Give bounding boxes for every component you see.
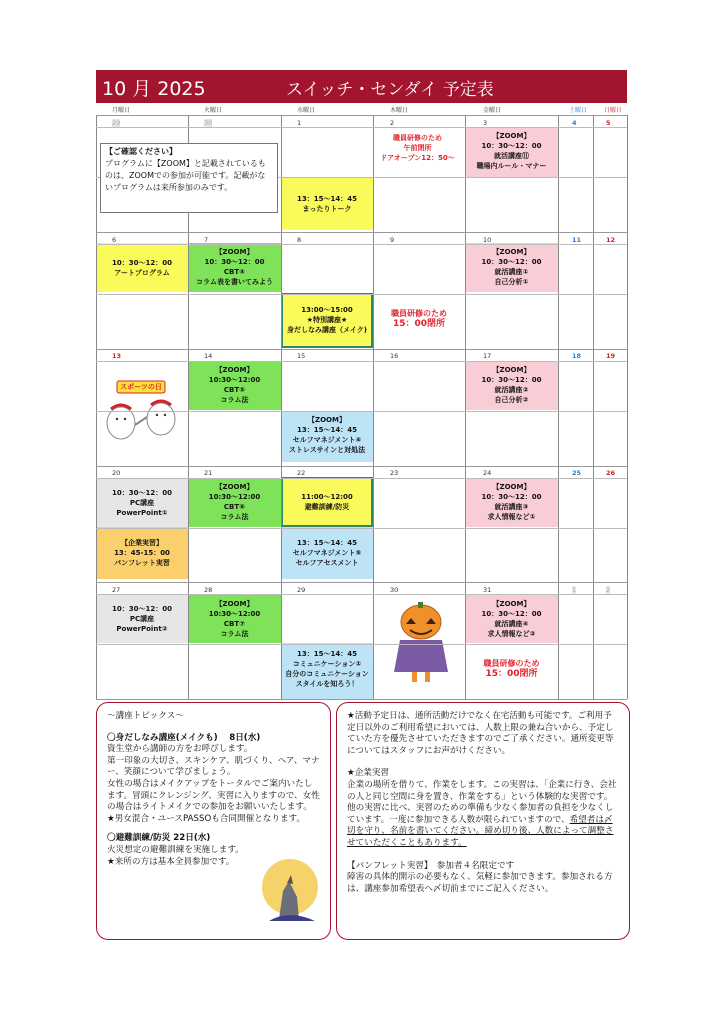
day-number: 19 <box>606 352 616 360</box>
event-text: 10:30～12:00 <box>208 376 261 384</box>
event-text: 13：15～14：45 <box>297 650 357 658</box>
event-text: コミュニケーション① <box>292 660 362 668</box>
event-w1-wed-pm <box>281 177 373 230</box>
grid-hline <box>96 594 627 595</box>
page-title: スイッチ・センダイ 予定表 <box>286 80 494 100</box>
day-number: 29 <box>297 586 306 594</box>
day-number: 8 <box>297 236 302 244</box>
event-text: 【ZOOM】 <box>308 416 346 424</box>
day-number: 24 <box>483 469 492 477</box>
day-number: 25 <box>572 469 582 477</box>
event-text: 自己分析① <box>494 278 529 286</box>
event-text: 就活講座③ <box>494 503 529 511</box>
holiday-label: スポーツの日 <box>120 383 162 391</box>
event-text: 13：45-15：00 <box>114 549 170 557</box>
event-w4-mon-pm <box>96 527 188 579</box>
weekday-thu: 木曜日 <box>390 107 409 114</box>
day-number: 5 <box>606 119 611 127</box>
day-number: 11 <box>572 236 582 244</box>
event-text: コラム法 <box>220 396 249 404</box>
grid-vline <box>373 115 374 699</box>
event-w1-thu <box>371 127 464 177</box>
notice-box <box>100 143 278 213</box>
event-text: 職員研修のため <box>393 134 442 142</box>
howling-wolf-moon-icon <box>259 857 321 923</box>
weekday-tue: 火曜日 <box>204 107 223 114</box>
grid-hline <box>96 115 627 116</box>
event-text: コラム表を書いてみよう <box>196 278 273 286</box>
event-text: 就活講座② <box>494 386 529 394</box>
event-text: 15：00閉所 <box>485 669 538 679</box>
event-w2-fri <box>465 243 558 292</box>
day-number: 20 <box>112 469 121 477</box>
day-number: 2 <box>390 119 395 127</box>
note-activity: ★活動予定日は、通所活動だけでなく在宅活動も可能です。ご利用予定日以外のご利用希望においては、人数上限の兼ね合いから、予定していた方を優先させていただきますのでご了承ください。通所変更等についてはスタッフにお声がけください。 <box>347 711 614 756</box>
event-text: 職員研修のため <box>483 659 540 668</box>
event-text: 避難訓練/防災 <box>304 503 350 511</box>
day-number: 21 <box>204 469 213 477</box>
event-text: 10:30～12:00 <box>208 610 261 618</box>
event-text: 求人情報など① <box>487 513 536 521</box>
event-text: 13：15～14：45 <box>297 426 357 434</box>
event-text: 10：30～12：00 <box>112 605 172 613</box>
day-number: 28 <box>204 586 213 594</box>
event-text: 自分のコミュニケーション <box>285 670 369 678</box>
event-text: 10：30～12：00 <box>112 259 172 267</box>
event-text: まったりトーク <box>302 205 352 213</box>
event-text: 10：30～12：00 <box>204 258 265 266</box>
topic-makeup-title: 〇身だしなみ講座(メイクも) 8日(水) <box>107 732 261 743</box>
day-number: 10 <box>483 236 492 244</box>
event-text: 自己分析② <box>494 396 529 404</box>
event-w4-fri <box>465 478 558 527</box>
event-text: 職員研修のため <box>391 309 447 318</box>
event-text: 就活講座④ <box>494 620 529 628</box>
event-text: 身だしなみ講座（メイク) <box>287 326 367 334</box>
topic-line: 資生堂から講師の方をお呼びします。 <box>107 744 253 755</box>
event-w4-wed-pm <box>281 527 373 579</box>
event-text: ★特別講座★ <box>306 316 348 324</box>
event-w1-fri <box>465 127 558 177</box>
day-number: 15 <box>297 352 306 360</box>
event-text: 午前閉所 <box>403 144 432 152</box>
day-number: 7 <box>204 236 209 244</box>
grid-vline <box>627 115 628 699</box>
topics-box <box>96 702 331 940</box>
day-number: 17 <box>483 352 492 360</box>
day-number: 31 <box>483 586 492 594</box>
pumpkin-illustration <box>386 600 456 690</box>
notes-box <box>336 702 630 940</box>
day-number: 12 <box>606 236 616 244</box>
grid-vline <box>281 115 282 699</box>
event-w2-mon <box>96 243 188 292</box>
event-w5-tue <box>188 595 281 643</box>
pumpkin-icon <box>386 600 456 690</box>
event-text: 13：15～14：45 <box>297 539 357 547</box>
sports-day-illustration <box>99 373 187 453</box>
event-text: セルフマネジメント⑤ <box>292 549 362 557</box>
event-text: 就活講座⑪ <box>494 152 529 160</box>
event-text: 10：30～12：00 <box>481 258 542 266</box>
event-text: 求人情報など② <box>487 630 536 638</box>
topic-line: 女性の場合はメイクアップをトータルでご案内いたします。冒頭にクレンジング、実習に入りますので、女性の場合はライトメイクでの参加をお願いいたします。 <box>107 778 320 813</box>
weekday-wed: 水曜日 <box>297 107 316 114</box>
event-w2-thu-pm <box>373 293 465 348</box>
note-pamphlet-title: 【パンフレット実習】 参加者４名限定です <box>347 860 515 871</box>
event-text: 15：00閉所 <box>392 319 446 329</box>
event-text: CBT④ <box>223 268 246 276</box>
grid-vline <box>558 115 559 699</box>
day-number: 23 <box>390 469 399 477</box>
note-internship-title: ★企業実習 <box>347 768 390 779</box>
event-text: PC講座 <box>129 615 155 623</box>
grid-hline <box>96 349 627 350</box>
event-w4-tue <box>188 478 281 527</box>
event-text: 【企業実習】 <box>121 539 163 547</box>
event-text: CBT⑦ <box>223 620 246 628</box>
day-number: 14 <box>204 352 213 360</box>
note-internship-text: 企業の場所を借りて、作業をします。この実習は、「企業に行き、会社の人と同じ空間に身を置き、作業をする」という体験的な実習です。他の実習に比べ、実習のための準備も少なく参加者の負担を少なくしています。一度に参加できる人数が限られていますので、 <box>347 779 617 825</box>
notice-title: 【ご確認ください】 <box>105 147 177 156</box>
grid-hline <box>96 699 627 700</box>
event-w5-mon <box>96 595 188 643</box>
grid-vline <box>96 115 97 699</box>
topic-drill-title: 〇避難訓練/防災 22日(水) <box>107 833 211 844</box>
day-number: 27 <box>112 586 121 594</box>
grid-hline <box>96 466 627 467</box>
event-text: コラム法 <box>220 513 249 521</box>
event-w3-fri <box>465 361 558 410</box>
event-text: 【ZOOM】 <box>215 248 254 256</box>
grid-hline <box>96 478 627 479</box>
weekday-mon: 月曜日 <box>112 107 131 114</box>
grid-hline <box>96 294 627 295</box>
calendar-header <box>96 70 627 103</box>
event-text: 10：30～12：00 <box>481 493 542 501</box>
day-number: 22 <box>297 469 306 477</box>
day-number: 1 <box>572 586 577 594</box>
day-number: 3 <box>483 119 488 127</box>
note-internship-deadline: 希望者は〆切を守り、名前を書いてください。締め切り後、人数によって調整させていただくこともあります。 <box>347 814 614 848</box>
day-number: 30 <box>204 119 213 127</box>
event-text: 【ZOOM】 <box>492 366 531 374</box>
day-number: 30 <box>390 586 399 594</box>
grid-hline <box>96 127 627 128</box>
day-number: 26 <box>606 469 616 477</box>
event-text: 【ZOOM】 <box>492 600 531 608</box>
weekday-sat: 土曜日 <box>569 107 588 114</box>
event-w5-wed-pm <box>281 643 373 699</box>
grid-vline <box>593 115 594 699</box>
event-text: 10:30～12:00 <box>208 493 261 501</box>
event-text: CBT⑥ <box>223 503 246 511</box>
event-text: PowerPoint② <box>116 625 168 633</box>
event-text: 【ZOOM】 <box>492 483 531 491</box>
event-text: 【ZOOM】 <box>215 483 254 491</box>
grid-hline <box>96 644 627 645</box>
topic-line: 火災想定の避難訓練を実施します。 <box>107 844 244 855</box>
event-text: 【ZOOM】 <box>492 248 531 256</box>
event-text: 就活講座① <box>494 268 529 276</box>
grid-hline <box>96 361 627 362</box>
event-text: 職場内ルール・マナー <box>476 162 547 170</box>
note-pamphlet-text: 障害の具体的開示の必要もなく、気軽に参加できます。参加される方は、講座参加希望表へ〆切前までにご記入ください。 <box>347 872 613 894</box>
event-w2-wed-pm <box>281 293 373 348</box>
day-number: 4 <box>572 119 577 127</box>
event-text: セルフアセスメント <box>295 559 359 567</box>
event-text: 【ZOOM】 <box>492 132 531 140</box>
day-number: 1 <box>297 119 302 127</box>
day-number: 29 <box>112 119 121 127</box>
event-text: パンフレット実習 <box>114 559 170 567</box>
topic-line: 第一印象の大切さ、スキンケア、肌づくり、ヘア、マナー、笑顔について学びましょう。 <box>107 755 320 778</box>
topics-heading: ～講座トピックス～ <box>107 711 184 721</box>
event-w4-mon <box>96 478 188 527</box>
event-w5-fri <box>465 595 558 643</box>
grid-vline <box>465 115 466 699</box>
event-w5-fri-pm <box>465 643 558 699</box>
grid-hline <box>96 582 627 583</box>
grid-hline <box>96 411 627 412</box>
topic-line: ★来所の方は基本全員参加です。 <box>107 856 235 867</box>
event-text: 11:00～12:00 <box>301 493 353 501</box>
notice-body: プログラムに【ZOOM】と記載されているものは、ZOOMでの参加が可能です。記載がないプログラムは来所参加のみです。 <box>105 159 266 192</box>
event-text: コラム法 <box>220 630 249 638</box>
event-text: 【ZOOM】 <box>215 366 254 374</box>
day-number: 6 <box>112 236 117 244</box>
event-text: 13：15～14：45 <box>297 195 357 203</box>
grid-hline <box>96 244 627 245</box>
event-text: CBT⑤ <box>223 386 246 394</box>
event-text: 【ZOOM】 <box>215 600 254 608</box>
event-text: 13:00～15:00 <box>301 306 353 314</box>
event-text: PC講座 <box>129 499 155 507</box>
day-number: 9 <box>390 236 395 244</box>
weekday-sun: 日曜日 <box>604 107 623 114</box>
day-number: 16 <box>390 352 399 360</box>
event-w2-tue <box>188 243 281 292</box>
topic-line: ★男女混合・ユースPASSOも合同開催となります。 <box>107 813 306 824</box>
event-text: スタイルを知ろう！ <box>295 680 359 688</box>
event-w4-wed <box>281 477 373 527</box>
event-text: アートプログラム <box>114 269 170 277</box>
event-text: 10：30～12：00 <box>481 610 542 618</box>
event-text: セルフマネジメント④ <box>292 436 362 444</box>
event-w3-tue <box>188 361 281 410</box>
event-text: 10：30～12：00 <box>481 376 542 384</box>
day-number: 18 <box>572 352 582 360</box>
event-w3-wed-pm <box>281 411 373 462</box>
event-text: PowerPoint① <box>116 509 168 517</box>
grid-hline <box>96 232 627 233</box>
event-text: ドアオープン12：50～ <box>380 154 455 162</box>
grid-hline <box>96 528 627 529</box>
weekday-fri: 金曜日 <box>483 107 502 114</box>
event-text: ストレスサインと対処法 <box>288 446 366 454</box>
day-number: 2 <box>606 586 611 594</box>
event-text: 10：30～12：00 <box>481 142 542 150</box>
day-number: 13 <box>112 352 122 360</box>
month-label: 10 月 2025 <box>102 78 206 100</box>
event-text: 10：30～12：00 <box>112 489 172 497</box>
